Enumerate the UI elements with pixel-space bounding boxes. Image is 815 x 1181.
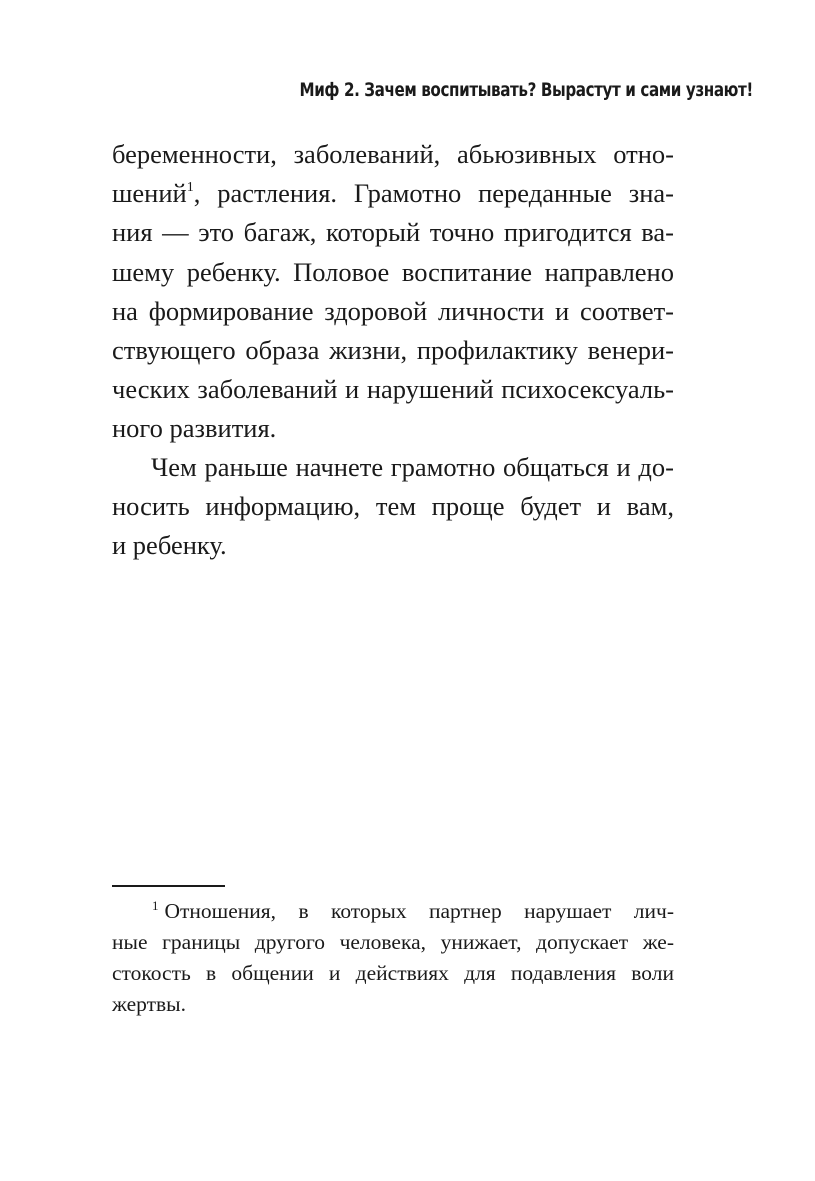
text-line: шему ребенку. Половое воспитание направлено [112,256,674,287]
text-line: ствующего образа жизни, профилактику венери- [112,334,674,365]
footnote-marker: 1 [152,898,159,913]
paragraph-1 [112,135,674,449]
text-fragment: шений [112,178,187,209]
footnote-divider [112,885,225,887]
text-line: и ребенку. [112,530,227,561]
text-line: беременности, заболеваний, абьюзивных отно- [112,139,674,169]
paragraph-2 [112,448,674,566]
text-fragment: , растления. Грамотно переданные зна- [193,178,674,209]
footnote [112,896,674,1020]
text-line: ного развития. [112,413,277,444]
text-fragment: Отношения, в которых партнер нарушает лич- [164,899,674,923]
footnote-line: ные границы другого человека, унижает, допускает же- [112,930,674,954]
footnote-line: стокость в общении и действиях для подавления воли [112,961,674,985]
running-head: Миф 2. Зачем воспитывать? Вырастут и сами узнают! [299,80,753,101]
footnote-line [112,896,674,927]
text-line: Чем раньше начнете грамотно общаться и до- [151,452,674,482]
text-line: носить информацию, тем проще будет и вам, [112,491,674,522]
text-line [112,174,674,213]
footnote-line: жертвы. [112,992,186,1016]
text-line: на формирование здоровой личности и соответ- [112,295,674,326]
text-line: ния — это багаж, который точно пригодится ва- [112,217,674,248]
footnote-reference[interactable]: 1 [186,180,194,196]
text-line: ческих заболеваний и нарушений психосексуаль- [112,374,674,405]
